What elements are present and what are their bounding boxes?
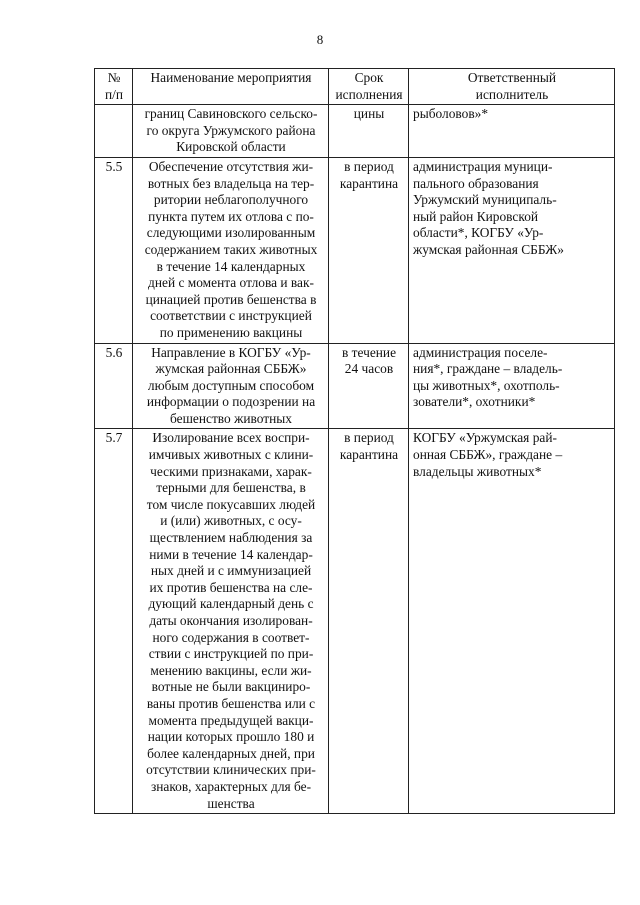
responsible: КОГБУ «Уржумская рай- онная СББЖ», граждане – владельцы животных*	[409, 429, 615, 814]
measures-table	[94, 68, 615, 814]
table-row	[95, 157, 615, 343]
table-row	[95, 343, 615, 429]
deadline: в период карантина	[329, 429, 409, 814]
measure-name: границ Савиновского сельско- го округа Уржумского района Кировской области	[133, 105, 329, 158]
responsible: администрация поселе- ния*, граждане – владель- цы животных*, охотполь- зователи*, охотники*	[409, 343, 615, 429]
deadline: в течение 24 часов	[329, 343, 409, 429]
row-number	[95, 105, 133, 158]
measure-name: Направление в КОГБУ «Ур- жумская районная СББЖ» любым доступным способом информации о подозрении на бешенство животных	[133, 343, 329, 429]
deadline: в период карантина	[329, 157, 409, 343]
deadline: цины	[329, 105, 409, 158]
responsible: администрация муници- пального образования Уржумский муниципаль- ный район Кировской области*, КОГБУ «Ур- жумская районная СББЖ»	[409, 157, 615, 343]
table-row	[95, 429, 615, 814]
page-number: 8	[316, 32, 324, 47]
header-deadline: Срок исполнения	[329, 69, 409, 105]
header-responsible: Ответственный исполнитель	[409, 69, 615, 105]
row-number: 5.5	[95, 157, 133, 343]
header-measure-name: Наименование мероприятия	[133, 69, 329, 105]
measure-name: Обеспечение отсутствия жи- вотных без владельца на тер- ритории неблагополучного пункта путем их отлова с по- следующими изолированным содержанием таких животных в течение 14 календарных дней с момента отлова и вак- цинацией против бешенства в соответствии с инструкцией по применению вакцины	[133, 157, 329, 343]
row-number: 5.6	[95, 343, 133, 429]
responsible: рыболовов»*	[409, 105, 615, 158]
measure-name: Изолирование всех воспри- имчивых животных с клини- ческими признаками, харак- терными для бешенства, в том числе покусавших людей и (или) животных, с осу- ществлением наблюдения за ними в течение 14 календар- ных дней и с иммунизацией их против бешенства на сле- дующий календарный день с даты окончания изолирован- ного содержания в соответ- ствии с инструкцией по при- менению вакцины, если жи- вотные не были вакциниро- ваны против бешенства или с момента предыдущей вакци- нации которых прошло 180 и более календарных дней, при отсутствии клинических при- знаков, характерных для бе- шенства	[133, 429, 329, 814]
table-header-row	[95, 69, 615, 105]
table-row	[95, 105, 615, 158]
header-number: № п/п	[95, 69, 133, 105]
row-number: 5.7	[95, 429, 133, 814]
